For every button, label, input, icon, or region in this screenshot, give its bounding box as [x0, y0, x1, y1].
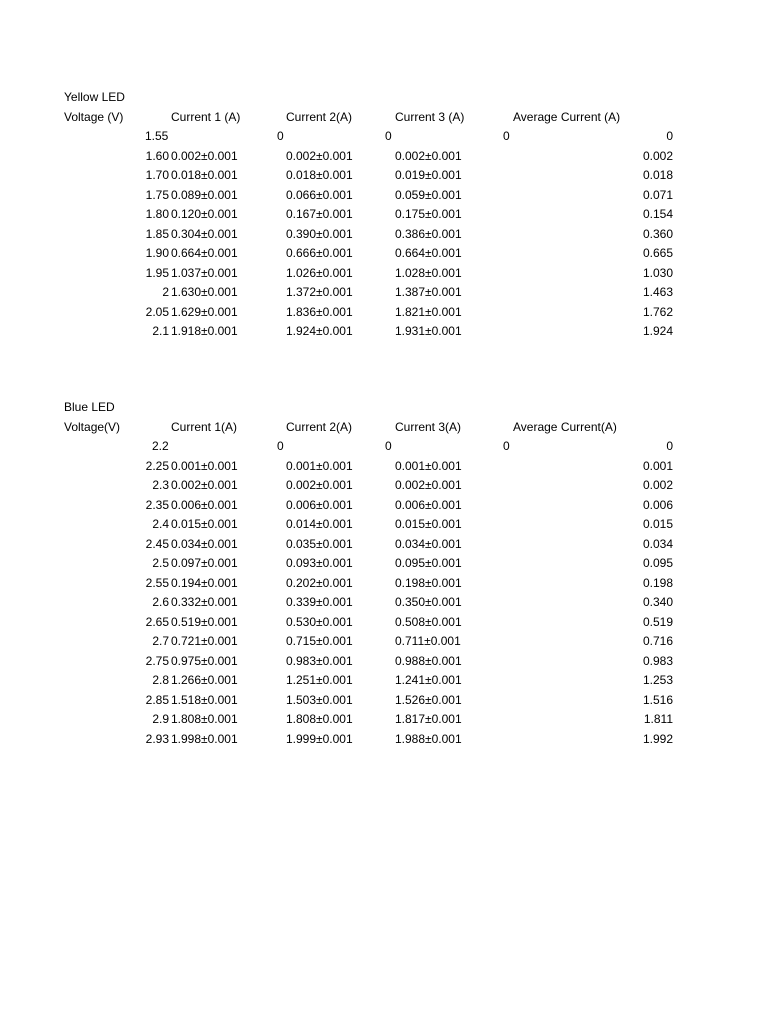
- header-current-3: Current 3 (A): [395, 109, 465, 124]
- current-1-cell: 1.629±0.001: [171, 304, 238, 319]
- voltage-cell: 2.55: [145, 575, 169, 590]
- current-3-cell: 1.988±0.001: [395, 731, 462, 746]
- blue-led-table: [0, 398, 768, 749]
- average-current-cell: 0.519: [642, 614, 673, 629]
- blue-title-row: [0, 398, 768, 418]
- current-3-cell: 1.817±0.001: [395, 712, 462, 726]
- current-1-cell: 0.001±0.001: [171, 458, 238, 473]
- current-2-cell: 1.999±0.001: [286, 731, 353, 746]
- current-2-cell: 0.014±0.001: [286, 517, 353, 531]
- current-2-cell: 0.202±0.001: [286, 575, 353, 590]
- current-2-cell: 1.808±0.001: [286, 712, 353, 726]
- voltage-cell: 1.90: [145, 246, 169, 260]
- current-3-cell: 1.821±0.001: [395, 304, 462, 319]
- voltage-cell: 2.9: [152, 712, 169, 726]
- current-1-cell: 0: [277, 129, 284, 143]
- current-3-cell: 0.175±0.001: [395, 207, 462, 221]
- current-1-cell: 0.721±0.001: [171, 634, 238, 648]
- current-1-cell: 1.918±0.001: [171, 324, 238, 338]
- voltage-cell: 2.8: [152, 673, 169, 687]
- average-current-cell: 1.992: [642, 731, 673, 746]
- table-row: [0, 632, 768, 652]
- current-2-cell: 0.018±0.001: [286, 168, 353, 182]
- average-current-cell: 0.340: [642, 595, 673, 609]
- current-3-cell: 0.019±0.001: [395, 168, 462, 182]
- current-3-cell: 1.241±0.001: [395, 673, 462, 687]
- current-3-cell: 0.711±0.001: [395, 634, 461, 648]
- table-row: [0, 574, 768, 594]
- yellow-led-title: Yellow LED: [64, 90, 125, 104]
- current-1-cell: 0.089±0.001: [171, 187, 238, 202]
- current-2-cell: 1.836±0.001: [286, 304, 353, 319]
- current-1-cell: 0.006±0.001: [171, 497, 238, 512]
- average-current-cell: 1.030: [642, 265, 673, 280]
- current-2-cell: 1.026±0.001: [286, 265, 353, 280]
- yellow-title-row: [0, 88, 768, 108]
- voltage-cell: 2.1: [152, 324, 169, 338]
- average-current-cell: 1.762: [642, 304, 673, 319]
- table-row: [0, 264, 768, 284]
- current-3-cell: 0: [503, 129, 510, 143]
- table-row: [0, 205, 768, 225]
- table-row: [0, 303, 768, 323]
- yellow-data-rows: [0, 147, 768, 342]
- table-row: [0, 457, 768, 477]
- average-current-cell: 1.811: [643, 712, 673, 726]
- current-2-cell: 1.372±0.001: [286, 285, 353, 299]
- current-2-cell: 0.983±0.001: [286, 653, 353, 668]
- voltage-cell: 1.60: [145, 148, 169, 163]
- current-1-cell: 0.120±0.001: [171, 207, 238, 221]
- current-1-cell: 1.266±0.001: [171, 673, 238, 687]
- current-3-cell: 0.002±0.001: [395, 148, 462, 163]
- average-current-cell: 0.095: [642, 556, 673, 570]
- current-3-cell: 0: [503, 439, 510, 453]
- yellow-first-row: [0, 127, 768, 147]
- average-current-cell: 1.924: [642, 324, 673, 338]
- voltage-cell: 2.25: [145, 458, 169, 473]
- voltage-cell: 1.95: [145, 265, 169, 280]
- current-1-cell: 0.034±0.001: [171, 536, 238, 551]
- current-2-cell: 0.093±0.001: [286, 556, 353, 570]
- blue-data-rows: [0, 457, 768, 750]
- header-current-1: Current 1 (A): [171, 109, 241, 124]
- average-current-cell: 0.665: [642, 246, 673, 260]
- current-1-cell: 0.002±0.001: [171, 148, 238, 163]
- current-2-cell: 0.035±0.001: [286, 536, 353, 551]
- current-3-cell: 0.386±0.001: [395, 226, 462, 241]
- table-row: [0, 322, 768, 342]
- table-row: [0, 186, 768, 206]
- current-3-cell: 1.931±0.001: [395, 324, 462, 338]
- table-row: [0, 166, 768, 186]
- header-average-current: Average Current (A): [513, 109, 621, 124]
- voltage-cell: 2.35: [145, 497, 169, 512]
- current-3-cell: 0.198±0.001: [395, 575, 462, 590]
- voltage-cell: 2.05: [145, 304, 169, 319]
- table-row: [0, 691, 768, 711]
- blue-header-row: [0, 418, 768, 438]
- average-current-cell: 0.198: [642, 575, 673, 590]
- current-1-cell: 0.519±0.001: [171, 614, 238, 629]
- current-1-cell: 0.664±0.001: [171, 246, 238, 260]
- average-current-cell: 0.154: [642, 207, 673, 221]
- yellow-header-row: [0, 108, 768, 128]
- table-row: [0, 554, 768, 574]
- average-current-cell: 0.983: [642, 653, 673, 668]
- header-current-2: Current 2(A): [286, 419, 353, 434]
- voltage-cell: 2.65: [145, 614, 169, 629]
- voltage-cell: 1.70: [145, 168, 169, 182]
- yellow-led-table: [0, 88, 768, 342]
- table-row: [0, 730, 768, 750]
- current-3-cell: 0.095±0.001: [395, 556, 462, 570]
- header-current-1: Current 1(A): [171, 419, 238, 434]
- current-3-cell: 1.028±0.001: [395, 265, 462, 280]
- current-2-cell: 0.002±0.001: [286, 148, 353, 163]
- current-1-cell: 0.332±0.001: [171, 595, 238, 609]
- voltage-cell: 1.55: [145, 129, 169, 143]
- current-1-cell: 0.002±0.001: [171, 478, 238, 492]
- current-3-cell: 0.988±0.001: [395, 653, 462, 668]
- current-1-cell: 0: [277, 439, 284, 453]
- current-1-cell: 1.808±0.001: [171, 712, 238, 726]
- table-row: [0, 671, 768, 691]
- average-current-cell: 0: [666, 129, 673, 143]
- header-current-3: Current 3(A): [395, 419, 462, 434]
- voltage-cell: 2.4: [152, 517, 169, 531]
- table-row: [0, 283, 768, 303]
- current-2-cell: 0.002±0.001: [286, 478, 353, 492]
- current-1-cell: 1.998±0.001: [171, 731, 238, 746]
- current-1-cell: 1.630±0.001: [171, 285, 238, 299]
- current-3-cell: 1.526±0.001: [395, 692, 462, 707]
- current-1-cell: 1.518±0.001: [171, 692, 238, 707]
- voltage-cell: 1.80: [145, 207, 169, 221]
- current-1-cell: 0.018±0.001: [171, 168, 238, 182]
- voltage-cell: 2.2: [152, 439, 169, 453]
- average-current-cell: 0.716: [642, 634, 673, 648]
- current-2-cell: 1.503±0.001: [286, 692, 353, 707]
- voltage-cell: 1.75: [145, 187, 169, 202]
- current-3-cell: 1.387±0.001: [395, 285, 462, 299]
- current-3-cell: 0.034±0.001: [395, 536, 462, 551]
- table-row: [0, 147, 768, 167]
- current-2-cell: 0.167±0.001: [286, 207, 353, 221]
- average-current-cell: 0.015: [642, 517, 673, 531]
- average-current-cell: 0.018: [642, 168, 673, 182]
- voltage-cell: 2: [162, 285, 169, 299]
- table-row: [0, 652, 768, 672]
- current-2-cell: 0.666±0.001: [286, 246, 353, 260]
- table-row: [0, 535, 768, 555]
- current-2-cell: 0: [385, 129, 392, 143]
- voltage-cell: 2.45: [145, 536, 169, 551]
- current-3-cell: 0.350±0.001: [395, 595, 462, 609]
- average-current-cell: 0.001: [642, 458, 673, 473]
- current-1-cell: 0.194±0.001: [171, 575, 238, 590]
- current-1-cell: 0.304±0.001: [171, 226, 238, 241]
- voltage-cell: 2.93: [145, 731, 169, 746]
- current-3-cell: 0.664±0.001: [395, 246, 462, 260]
- table-row: [0, 496, 768, 516]
- current-2-cell: 0.006±0.001: [286, 497, 353, 512]
- header-average-current: Average Current(A): [513, 419, 617, 434]
- table-row: [0, 710, 768, 730]
- blue-led-title: Blue LED: [64, 400, 115, 414]
- current-2-cell: 0.530±0.001: [286, 614, 353, 629]
- voltage-cell: 2.85: [145, 692, 169, 707]
- current-3-cell: 0.006±0.001: [395, 497, 462, 512]
- current-2-cell: 0: [385, 439, 392, 453]
- current-2-cell: 0.001±0.001: [286, 458, 353, 473]
- voltage-cell: 1.85: [145, 226, 169, 241]
- table-row: [0, 515, 768, 535]
- average-current-cell: 1.463: [642, 285, 673, 299]
- table-row: [0, 613, 768, 633]
- header-voltage: Voltage (V): [64, 109, 124, 124]
- current-2-cell: 0.390±0.001: [286, 226, 353, 241]
- current-1-cell: 0.097±0.001: [171, 556, 238, 570]
- table-row: [0, 593, 768, 613]
- voltage-cell: 2.6: [152, 595, 169, 609]
- header-current-2: Current 2(A): [286, 109, 353, 124]
- current-2-cell: 0.339±0.001: [286, 595, 353, 609]
- average-current-cell: 0.002: [642, 478, 673, 492]
- voltage-cell: 2.5: [152, 556, 169, 570]
- voltage-cell: 2.7: [152, 634, 169, 648]
- voltage-cell: 2.3: [152, 478, 169, 492]
- average-current-cell: 1.253: [642, 673, 673, 687]
- current-2-cell: 1.251±0.001: [286, 673, 353, 687]
- current-3-cell: 0.001±0.001: [395, 458, 462, 473]
- average-current-cell: 0: [666, 439, 673, 453]
- current-1-cell: 0.015±0.001: [171, 517, 238, 531]
- header-voltage: Voltage(V): [64, 419, 121, 434]
- voltage-cell: 2.75: [145, 653, 169, 668]
- current-1-cell: 0.975±0.001: [171, 653, 238, 668]
- average-current-cell: 0.006: [642, 497, 673, 512]
- table-row: [0, 225, 768, 245]
- average-current-cell: 0.071: [642, 187, 673, 202]
- average-current-cell: 0.034: [642, 536, 673, 551]
- current-3-cell: 0.508±0.001: [395, 614, 462, 629]
- average-current-cell: 0.002: [642, 148, 673, 163]
- current-3-cell: 0.002±0.001: [395, 478, 462, 492]
- table-row: [0, 244, 768, 264]
- current-3-cell: 0.015±0.001: [395, 517, 462, 531]
- current-3-cell: 0.059±0.001: [395, 187, 462, 202]
- average-current-cell: 0.360: [642, 226, 673, 241]
- blue-first-row: [0, 437, 768, 457]
- average-current-cell: 1.516: [642, 692, 673, 707]
- table-row: [0, 476, 768, 496]
- current-2-cell: 0.715±0.001: [286, 634, 353, 648]
- current-2-cell: 0.066±0.001: [286, 187, 353, 202]
- current-1-cell: 1.037±0.001: [171, 265, 238, 280]
- current-2-cell: 1.924±0.001: [286, 324, 353, 338]
